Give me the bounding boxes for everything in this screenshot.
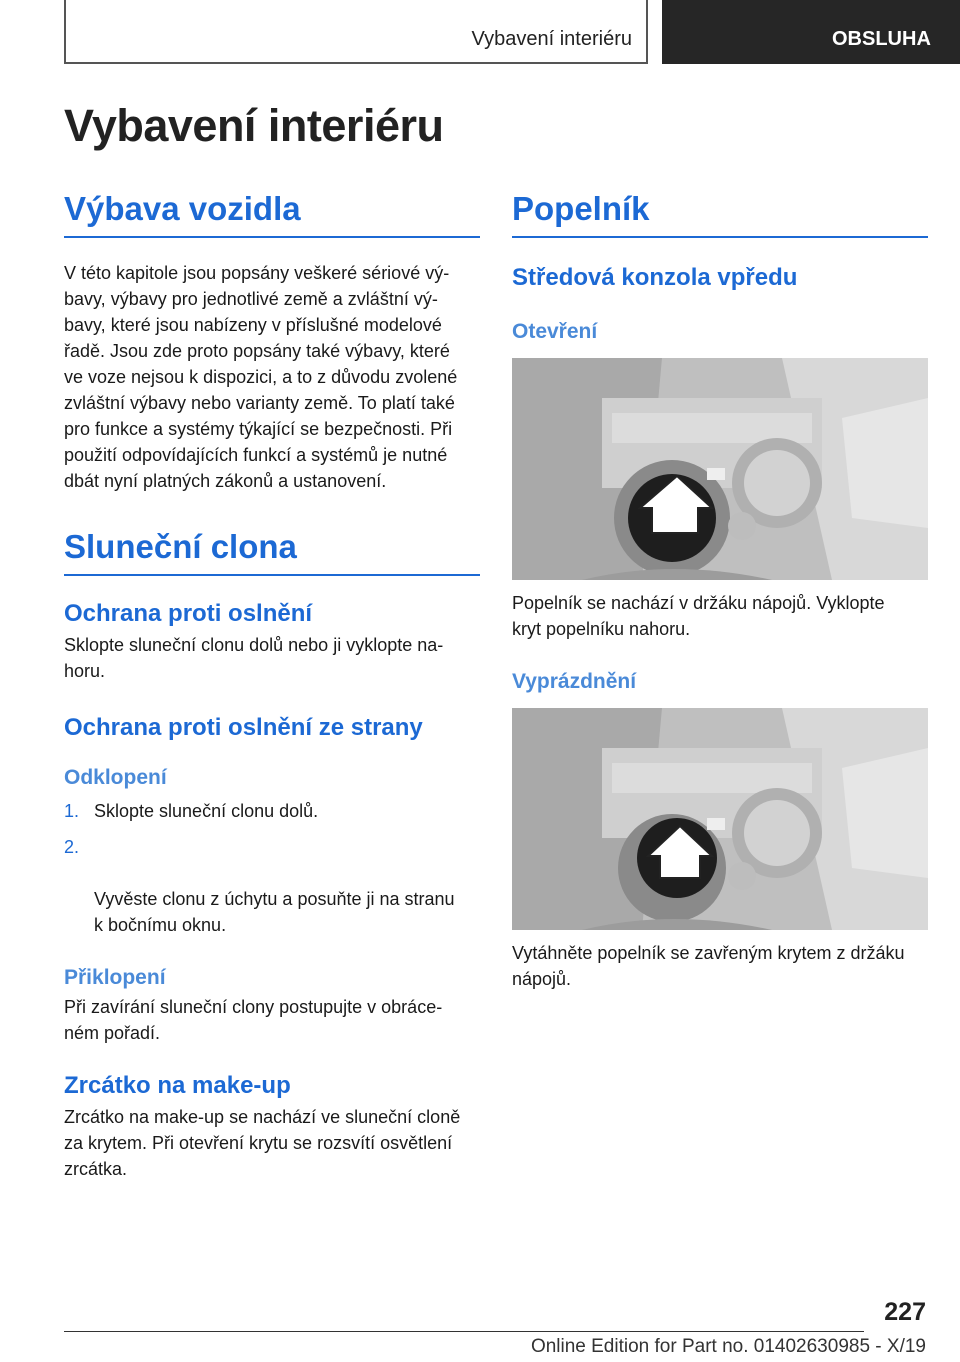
ashtray-open-photo: [512, 358, 928, 580]
fold-back-text: Při zavírání sluneční clony postupujte v obráce- ném pořadí.: [64, 997, 443, 1043]
section-heading-sun-visor: Sluneční clona: [64, 528, 480, 576]
section-heading-vehicle-equipment: Výbava vozidla: [64, 190, 480, 238]
step-number: 2.: [64, 837, 80, 857]
page-number: 227: [884, 1298, 926, 1326]
section-heading-ashtray: Popelník: [512, 190, 928, 238]
subheading-glare-protection: Ochrana proti oslnění: [64, 600, 313, 627]
vanity-mirror-text: Zrcátko na make-up se nachází ve sluneční cloně za krytem. Při otevření krytu se rozsvítí osvětlení zrcátka.: [64, 1107, 461, 1179]
swing-out-steps: [64, 798, 480, 938]
subheading-vanity-mirror: Zrcátko na make-up: [64, 1072, 291, 1099]
edition-footer: Online Edition for Part no. 01402630985 - X/19: [530, 1336, 926, 1357]
subheading-fold-back: Přiklopení: [64, 966, 166, 989]
step-text: Sklopte sluneční clonu dolů.: [94, 801, 319, 821]
opening-text: Popelník se nachází v držáku nápojů. Vyklopte kryt popelníku nahoru.: [512, 593, 885, 639]
page-title: Vybavení interiéru: [64, 100, 444, 151]
subheading-center-console: Středová konzola vpředu: [512, 264, 798, 291]
emptying-text: Vytáhněte popelník se zavřeným krytem z držáku nápojů.: [512, 943, 905, 989]
running-header-title: Vybavení interiéru: [471, 28, 632, 50]
section-tab[interactable]: OBSLUHA: [662, 0, 960, 64]
subheading-swing-out: Odklopení: [64, 766, 167, 789]
ashtray-empty-photo: [512, 708, 928, 930]
left-column: [64, 190, 480, 1182]
step-text: Vyvěste clonu z úchytu a posuňte ji na stranu k bočnímu oknu.: [94, 889, 455, 935]
header-frame: [64, 0, 648, 64]
subheading-emptying: Vyprázdnění: [512, 670, 637, 693]
subheading-side-glare: Ochrana proti oslnění ze strany: [64, 714, 423, 741]
footer-divider: [64, 1331, 864, 1332]
subheading-opening: Otevření: [512, 320, 598, 343]
vehicle-equipment-text: V této kapitole jsou popsány veškeré sériové vý- bavy, výbavy pro jednotlivé země a zvláštní vý- bavy, které jsou nabízeny v příslušné modelové řadě. Jsou zde proto popsány také výbavy, které ve voze nejsou k dispozici, a to z důvodu zvolené zvláštní výbavy nebo varianty země. To platí také pro funkce a systémy týkající se bezpečnosti. Při použití odpovídajících funkcí a systémů je nutné dbát nyní platných zákonů a ustanovení.: [64, 263, 458, 491]
glare-protection-text: Sklopte sluneční clonu dolů nebo ji vyklopte na- horu.: [64, 635, 444, 681]
list-item: [64, 798, 480, 824]
list-item: [64, 834, 480, 938]
right-column: [512, 190, 928, 992]
step-number: 1.: [64, 801, 80, 821]
